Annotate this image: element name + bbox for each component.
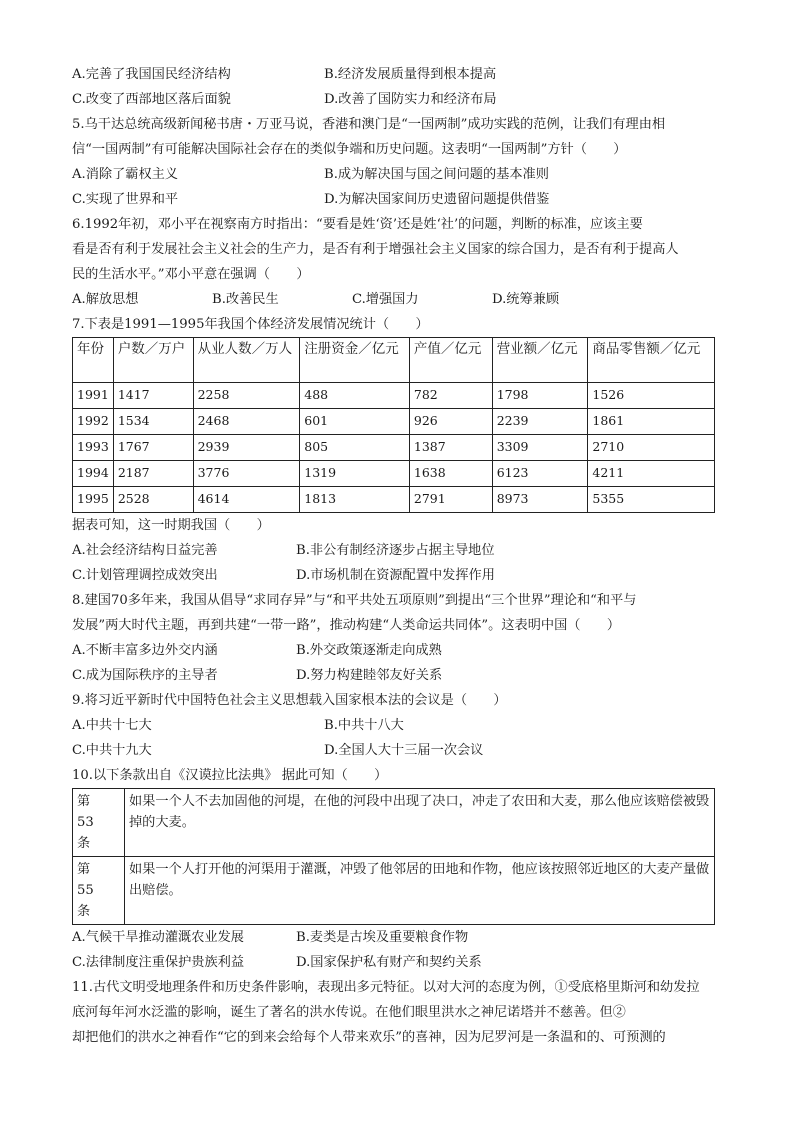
table-cell: 1387 <box>409 435 492 461</box>
table-cell: 2468 <box>193 409 300 435</box>
table-cell: 1813 <box>300 487 410 513</box>
table-cell: 2239 <box>492 409 588 435</box>
q8-option-b[interactable]: B.外交政策逐渐走向成熟 <box>296 643 442 658</box>
table-cell: 1526 <box>588 383 715 409</box>
table-cell: 1991 <box>73 383 114 409</box>
table-cell: 2258 <box>193 383 300 409</box>
q11-stem-line3: 却把他们的洪水之神看作“它的到来会给每个人带来欢乐”的喜神，因为尼罗河是一条温和的、可预测的 <box>72 1030 666 1045</box>
q7-header-cell: 从业人数／万人 <box>193 338 300 383</box>
q9-stem: 9.将习近平新时代中国特色社会主义思想载入国家根本法的会议是（ ） <box>72 693 507 708</box>
exam-page <box>72 62 722 1050</box>
table-cell: 如果一个人打开他的河渠用于灌溉，冲毁了他邻居的田地和作物，他应该按照邻近地区的大麦产量做出赔偿。 <box>125 857 715 925</box>
q7-table-header-row <box>73 338 715 383</box>
table-cell: 5355 <box>588 487 715 513</box>
q7-header-cell: 注册资金／亿元 <box>300 338 410 383</box>
table-row <box>73 461 715 487</box>
q5-options-row2 <box>72 187 722 212</box>
q7-header-cell: 营业额／亿元 <box>492 338 588 383</box>
table-cell: 1767 <box>113 435 193 461</box>
q6-stem-line3: 民的生活水平。”邓小平意在强调（ ） <box>72 267 310 282</box>
table-row <box>73 487 715 513</box>
q5-option-d[interactable]: D.为解决国家间历史遗留问题提供借鉴 <box>324 192 550 207</box>
table-cell: 1992 <box>73 409 114 435</box>
table-cell: 926 <box>409 409 492 435</box>
table-row <box>73 857 715 925</box>
q5-option-b[interactable]: B.成为解决国与国之间问题的基本准则 <box>324 167 549 182</box>
q7-header-cell: 产值／亿元 <box>409 338 492 383</box>
q6-options-row <box>72 287 722 312</box>
q9-option-d[interactable]: D.全国人大十三届一次会议 <box>324 743 484 758</box>
q8-option-c[interactable]: C.成为国际秩序的主导者 <box>72 668 218 683</box>
table-cell: 1319 <box>300 461 410 487</box>
q8-option-d[interactable]: D.努力构建睦邻友好关系 <box>296 668 443 683</box>
q9-option-c[interactable]: C.中共十九大 <box>72 743 152 758</box>
table-row <box>73 435 715 461</box>
table-cell: 如果一个人不去加固他的河堤，在他的河段中出现了决口，冲走了农田和大麦，那么他应该赔偿被毁掉的大麦。 <box>125 789 715 857</box>
q11-stem-line2: 底河每年河水泛滥的影响，诞生了著名的洪水传说。在他们眼里洪水之神尼诺塔并不慈善。但② <box>72 1005 626 1020</box>
q4-option-d[interactable]: D.改善了国防实力和经济布局 <box>324 92 497 107</box>
q10-option-c[interactable]: C.法律制度注重保护贵族利益 <box>72 955 245 970</box>
q8-stem-line1: 8.建国70多年来，我国从倡导“求同存异”与“和平共处五项原则”到提出“三个世界”理论和“和平与 <box>72 593 637 608</box>
table-cell: 2939 <box>193 435 300 461</box>
q6-stem-line2: 看是否有利于发展社会主义社会的生产力，是否有利于增强社会主义国家的综合国力，是否有利于提高人 <box>72 242 679 257</box>
q4-option-b[interactable]: B.经济发展质量得到根本提高 <box>324 67 497 82</box>
q4-option-a[interactable]: A.完善了我国国民经济结构 <box>72 67 231 82</box>
q5-stem-line2: 信“一国两制”有可能解决国际社会存在的类似争端和历史问题。这表明“一国两制”方针（ ） <box>72 142 627 157</box>
table-cell: 2710 <box>588 435 715 461</box>
q8-stem-line2: 发展”两大时代主题，再到共建“一带一路”，推动构建“人类命运共同体”。这表明中国（ ） <box>72 618 621 633</box>
q7-options-row2 <box>72 563 722 588</box>
q4-options-row2 <box>72 87 722 112</box>
table-cell: 1861 <box>588 409 715 435</box>
q5-option-c[interactable]: C.实现了世界和平 <box>72 192 179 207</box>
table-cell: 3309 <box>492 435 588 461</box>
q5-options-row1 <box>72 162 722 187</box>
table-cell: 6123 <box>492 461 588 487</box>
table-row <box>73 409 715 435</box>
q10-option-d[interactable]: D.国家保护私有财产和契约关系 <box>296 955 482 970</box>
table-cell: 2528 <box>113 487 193 513</box>
q6-option-c[interactable]: C.增强国力 <box>352 292 419 307</box>
q11-stem-line1: 11.古代文明受地理条件和历史条件影响，表现出多元特征。以对大河的态度为例，①受底格里斯河和幼发拉 <box>72 980 700 995</box>
q9-options-row1 <box>72 713 722 738</box>
table-cell: 3776 <box>193 461 300 487</box>
q8-options-row1 <box>72 638 722 663</box>
table-cell: 1417 <box>113 383 193 409</box>
q7-option-a[interactable]: A.社会经济结构日益完善 <box>72 543 218 558</box>
q7-option-c[interactable]: C.计划管理调控成效突出 <box>72 568 218 583</box>
q10-stem: 10.以下条款出自《汉谟拉比法典》 据此可知（ ） <box>72 768 388 783</box>
table-cell: 1993 <box>73 435 114 461</box>
q9-options-row2 <box>72 738 722 763</box>
table-cell: 1534 <box>113 409 193 435</box>
table-cell: 8973 <box>492 487 588 513</box>
table-cell: 1798 <box>492 383 588 409</box>
q4-option-c[interactable]: C.改变了西部地区落后面貌 <box>72 92 231 107</box>
table-cell: 782 <box>409 383 492 409</box>
q6-option-d[interactable]: D.统筹兼顾 <box>492 292 560 307</box>
table-row <box>73 383 715 409</box>
q10-option-a[interactable]: A.气候干旱推动灌溉农业发展 <box>72 930 244 945</box>
table-cell: 4211 <box>588 461 715 487</box>
q10-table <box>72 788 715 925</box>
q10-options-row2 <box>72 950 722 975</box>
q8-options-row2 <box>72 663 722 688</box>
q4-options-row1 <box>72 62 722 87</box>
q9-option-b[interactable]: B.中共十八大 <box>324 718 404 733</box>
table-cell: 4614 <box>193 487 300 513</box>
q5-stem-line1: 5.乌干达总统高级新闻秘书唐・万亚马说，香港和澳门是“一国两制”成功实践的范例，让我们有理由相 <box>72 117 666 132</box>
q7-after-table: 据表可知，这一时期我国（ ） <box>72 518 270 533</box>
q10-option-b[interactable]: B.麦类是古埃及重要粮食作物 <box>296 930 469 945</box>
q7-option-b[interactable]: B.非公有制经济逐步占据主导地位 <box>296 543 495 558</box>
table-cell: 805 <box>300 435 410 461</box>
q6-option-a[interactable]: A.解放思想 <box>72 292 139 307</box>
table-row <box>73 789 715 857</box>
q5-option-a[interactable]: A.消除了霸权主义 <box>72 167 179 182</box>
q7-options-row1 <box>72 538 722 563</box>
q7-header-cell: 商品零售额／亿元 <box>588 338 715 383</box>
q7-header-cell: 年份 <box>73 338 114 383</box>
q10-options-row1 <box>72 925 722 950</box>
table-cell: 2187 <box>113 461 193 487</box>
q6-option-b[interactable]: B.改善民生 <box>212 292 279 307</box>
table-cell: 1994 <box>73 461 114 487</box>
table-cell: 2791 <box>409 487 492 513</box>
table-cell: 488 <box>300 383 410 409</box>
table-cell: 1995 <box>73 487 114 513</box>
q7-stem: 7.下表是1991—1995年我国个体经济发展情况统计（ ） <box>72 317 429 332</box>
q7-table <box>72 337 715 513</box>
table-cell: 1638 <box>409 461 492 487</box>
q6-stem-line1: 6.1992年初，邓小平在视察南方时指出：“要看是姓‘资’还是姓‘社’的问题，判断的标准，应该主要 <box>72 217 643 232</box>
q9-option-a[interactable]: A.中共十七大 <box>72 718 152 733</box>
q7-header-cell: 户数／万户 <box>113 338 193 383</box>
table-cell: 第 55 条 <box>73 857 125 925</box>
table-cell: 第 53 条 <box>73 789 125 857</box>
q7-option-d[interactable]: D.市场机制在资源配置中发挥作用 <box>296 568 495 583</box>
q8-option-a[interactable]: A.不断丰富多边外交内涵 <box>72 643 218 658</box>
table-cell: 601 <box>300 409 410 435</box>
